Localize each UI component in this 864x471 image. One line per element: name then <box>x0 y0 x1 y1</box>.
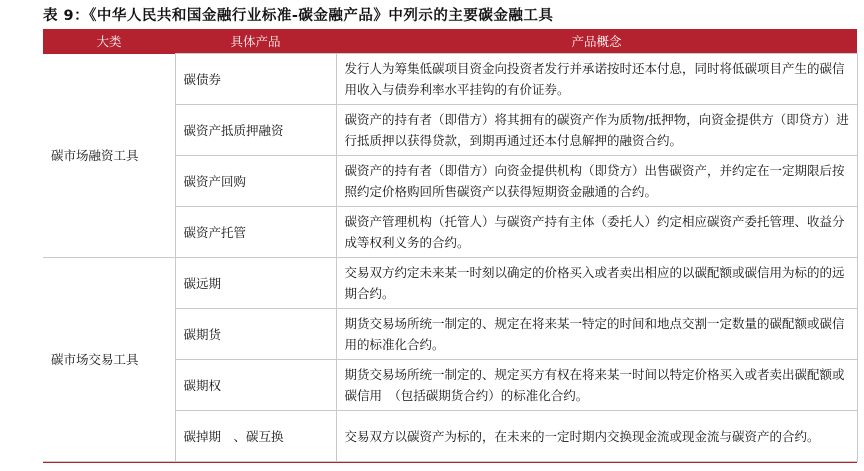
product-cell: 碳期货 <box>175 309 336 360</box>
table-row <box>43 258 857 309</box>
table-container <box>43 29 857 462</box>
concept-cell: 交易双方约定未来某一时刻以确定的价格买入或者卖出相应的以碳配额或碳信用为标的的远期合约。 <box>336 258 857 309</box>
product-cell: 碳资产抵质押融资 <box>175 105 336 156</box>
concept-cell: 碳资产管理机构（托管人）与碳资产持有主体（委托人）约定相应碳资产委托管理、收益分成等权利义务的合约。 <box>336 207 857 258</box>
product-cell: 碳远期 <box>175 258 336 309</box>
table-bottom-rule <box>43 462 857 463</box>
header-category: 大类 <box>43 29 175 54</box>
concept-cell: 发行人为筹集低碳项目资金向投资者发行并承诺按时还本付息，同时将低碳项目产生的碳信用收入与债券利率水平挂钩的有价证券。 <box>336 54 857 105</box>
concept-cell: 期货交易场所统一制定的、规定买方有权在将来某一时间以特定价格买入或者卖出碳配额或碳信用 （包括碳期货合约）的标准化合约。 <box>336 360 857 411</box>
concept-cell: 碳资产的持有者（即借方）将其拥有的碳资产作为质物/抵押物，向资金提供方（即贷方）进行抵质押以获得贷款，到期再通过还本付息解押的融资合约。 <box>336 105 857 156</box>
header-concept: 产品概念 <box>336 29 857 54</box>
category-cell: 碳市场融资工具 <box>43 54 175 258</box>
product-cell: 碳资产托管 <box>175 207 336 258</box>
concept-cell: 碳资产的持有者（即借方）向资金提供机构（即贷方）出售碳资产，并约定在一定期限后按照约定价格购回所售碳资产以获得短期资金融通的合约。 <box>336 156 857 207</box>
product-cell: 碳掉期 、碳互换 <box>175 411 336 462</box>
table-row <box>43 54 857 105</box>
product-cell: 碳期权 <box>175 360 336 411</box>
table-header-row <box>43 29 857 54</box>
concept-cell: 交易双方以碳资产为标的，在未来的一定时期内交换现金流或现金流与碳资产的合约。 <box>336 411 857 462</box>
product-cell: 碳债券 <box>175 54 336 105</box>
concept-cell: 期货交易场所统一制定的、规定在将来某一特定的时间和地点交割一定数量的碳配额或碳信用的标准化合约。 <box>336 309 857 360</box>
product-cell: 碳资产回购 <box>175 156 336 207</box>
header-product: 具体产品 <box>175 29 336 54</box>
category-cell: 碳市场交易工具 <box>43 258 175 462</box>
table-title: 表 9：《中华人民共和国金融行业标准-碳金融产品》中列示的主要碳金融工具 <box>43 8 554 24</box>
carbon-finance-table <box>43 29 858 462</box>
